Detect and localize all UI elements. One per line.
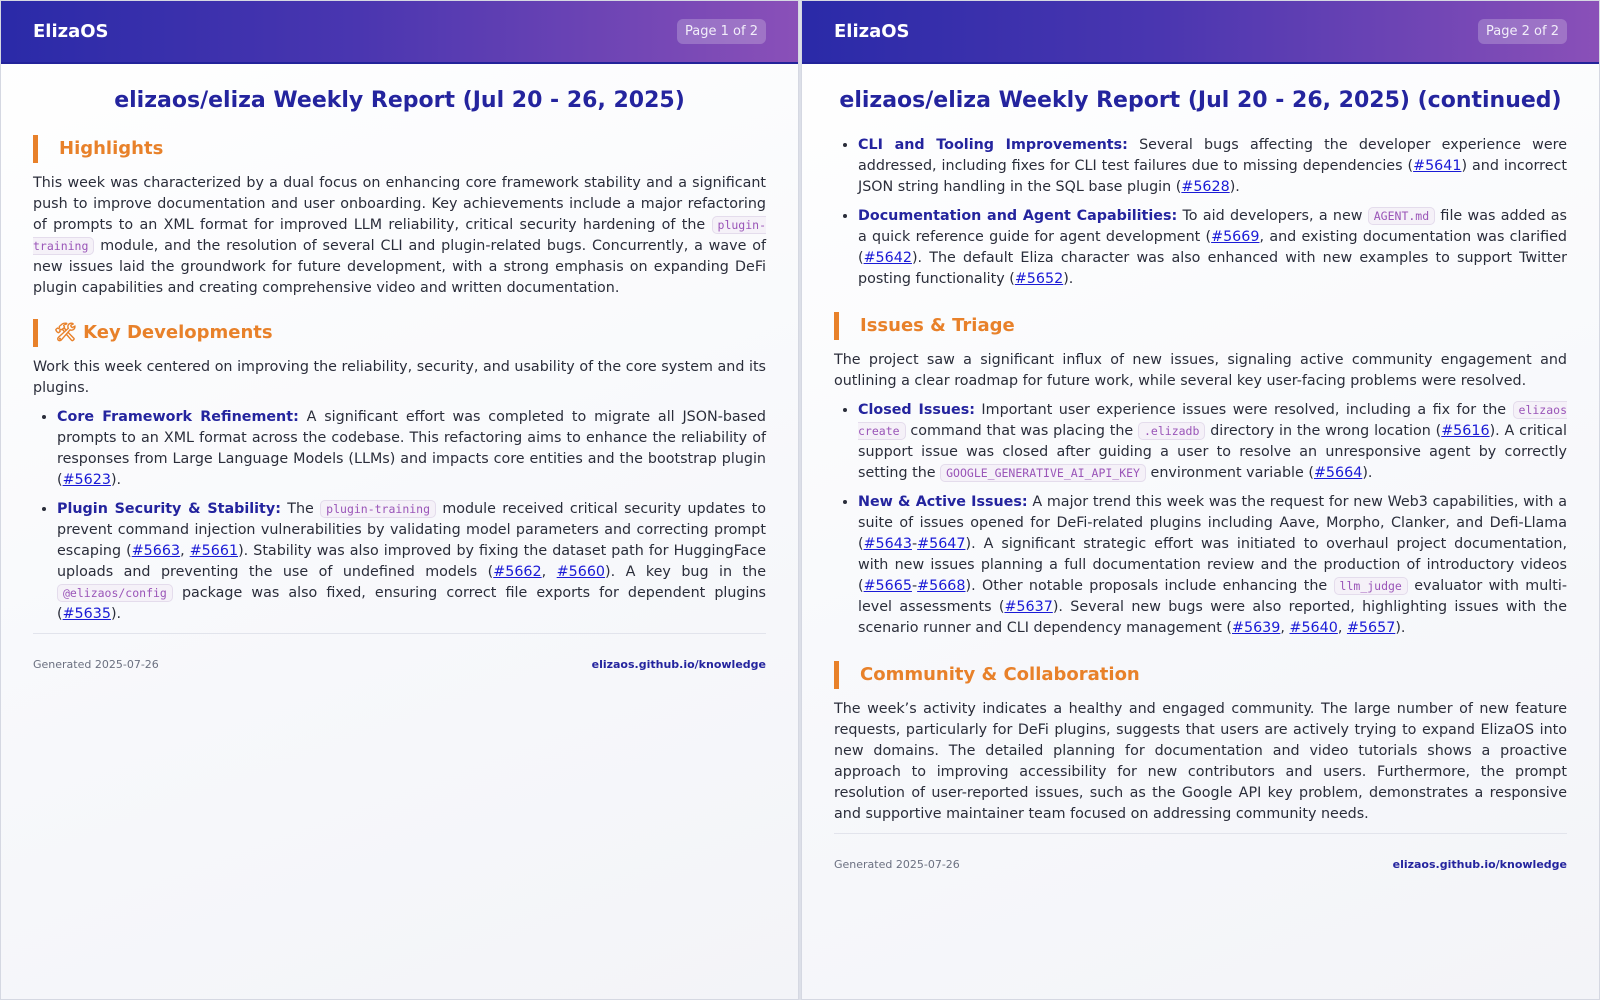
page-title: elizaos/eliza Weekly Report (Jul 20 - 26, 2025) [114, 88, 685, 113]
code-tag: plugin-training [320, 500, 436, 518]
list-item-plugin-security: • Plugin Security & Stability: The plugin-training module received critical security updates to prevent command injection vulnerabilities by validating model parameters and correcting prompt escaping (#5663, #5661). Stability was also improved by fixing the dataset path for HuggingFace uploads and preventing the use of undefined models (#5662, #5660). A key bug in the @elizaos/config package was also fixed, ensuring correct file exports for dependent plugins (#5635). [57, 499, 766, 625]
issue-link[interactable]: #5640 [1289, 620, 1338, 636]
footer-site-link[interactable]: elizaos.github.io/knowledge [1392, 858, 1567, 871]
generated-date: Generated 2025-07-26 [33, 658, 159, 671]
code-tag: @elizaos/config [57, 584, 173, 602]
generated-date: Generated 2025-07-26 [834, 858, 960, 871]
page-2 [801, 0, 1600, 1000]
issue-link[interactable]: #5669 [1211, 229, 1260, 245]
issue-link[interactable]: #5663 [131, 543, 181, 559]
code-tag: llm_judge [1334, 577, 1408, 595]
issue-link[interactable]: #5616 [1441, 423, 1490, 439]
page-content [1, 64, 798, 671]
highlights-paragraph: This week was characterized by a dual focus on enhancing core framework stability and a significant push to improve documentation and user onboarding. Key achievements include a major refactoring of prompts to an XML format for improved LLM reliability, critical security hardening of the plugin-training module, and the resolution of several CLI and plugin-related bugs. Concurrently, a wave of new issues laid the groundwork for future development, with a strong emphasis on expanding DeFi plugin capabilities and creating comprehensive video and written documentation. [33, 175, 766, 296]
page-1 [0, 0, 799, 1000]
issue-link[interactable]: #5657 [1346, 620, 1396, 636]
issue-link[interactable]: #5664 [1313, 465, 1363, 481]
section-heading-community: Community & Collaboration [834, 661, 1567, 689]
brand-logo: ElizaOS [834, 21, 910, 42]
list-item-core-framework: • Core Framework Refinement: A significant effort was completed to migrate all JSON-based prompts to an XML format across the codebase. This refactoring aims to enhance the reliability of responses from Large Language Models (LLMs) and impacts core entities and the bootstrap plugin (#5623). [57, 407, 766, 491]
code-tag: GOOGLE_GENERATIVE_AI_API_KEY [940, 464, 1146, 482]
key-developments-list [33, 407, 766, 625]
community-paragraph: The week’s activity indicates a healthy and engaged community. The large number of new feature requests, particularly for DeFi plugins, suggests that users are actively trying to expand ElizaOS into new domains. The detailed planning for documentation and video tutorials shows a proactive approach to improving accessibility for new contributors and users. Furthermore, the prompt resolution of user-reported issues, such as the Google API key problem, demonstrates a responsive and supportive maintainer team focused on addressing community needs. [834, 701, 1567, 822]
page-content [802, 64, 1599, 871]
tools-icon: 🛠 [54, 322, 77, 343]
brand-logo: ElizaOS [33, 21, 109, 42]
page-footer [834, 834, 1567, 871]
key-developments-list-continued [834, 135, 1567, 290]
issues-intro: The project saw a significant influx of new issues, signaling active community engagement and outlining a clear roadmap for future work, while several key user-facing problems were resolved. [834, 352, 1567, 389]
code-tag: plugin-training [33, 218, 766, 253]
page-header [802, 1, 1599, 64]
issue-link[interactable]: #5642 [863, 250, 912, 266]
section-heading-issues-triage: Issues & Triage [834, 312, 1567, 340]
issue-link[interactable]: #5647 [917, 536, 966, 552]
issue-link[interactable]: #5652 [1014, 271, 1064, 287]
issue-link[interactable]: #5635 [62, 606, 111, 622]
key-developments-intro: Work this week centered on improving the reliability, security, and usability of the core system and its plugins. [33, 359, 766, 396]
footer-site-link[interactable]: elizaos.github.io/knowledge [591, 658, 766, 671]
list-item-cli-tooling: • CLI and Tooling Improvements: Several bugs affecting the developer experience were addressed, including fixes for CLI test failures due to missing dependencies (#5641) and incorrect JSON string handling in the SQL base plugin (#5628). [858, 135, 1567, 198]
issue-link[interactable]: #5661 [189, 543, 239, 559]
issue-link[interactable]: #5637 [1004, 599, 1053, 615]
issue-link[interactable]: #5643 [863, 536, 912, 552]
issue-link[interactable]: #5639 [1232, 620, 1281, 636]
page-title: elizaos/eliza Weekly Report (Jul 20 - 26, 2025) (continued) [839, 88, 1562, 113]
issues-list [834, 400, 1567, 639]
page-number-badge: Page 1 of 2 [677, 19, 766, 44]
issue-link[interactable]: #5660 [556, 564, 606, 580]
page-header [1, 1, 798, 64]
section-heading-key-developments: 🛠 Key Developments [33, 319, 766, 347]
section-heading-highlights: Highlights [33, 135, 766, 163]
list-item-new-active-issues: • New & Active Issues: A major trend this week was the request for new Web3 capabilities, with a suite of issues opened for DeFi-related plugins including Aave, Morpho, Clanker, and Defi-Llama (#5643-#5647). A significant strategic effort was initiated to overhaul project documentation, with new issues planning a full documentation review and the production of introductory videos (#5665-#5668). Other notable proposals include enhancing the llm_judge evaluator with multi-level assessments (#5637). Several new bugs were also reported, highlighting issues with the scenario runner and CLI dependency management (#5639, #5640, #5657). [858, 492, 1567, 639]
issue-link[interactable]: #5662 [493, 564, 542, 580]
page-number-badge: Page 2 of 2 [1478, 19, 1567, 44]
page-footer [33, 634, 766, 671]
code-tag: AGENT.md [1368, 207, 1435, 225]
list-item-documentation: • Documentation and Agent Capabilities: To aid developers, a new AGENT.md file was added as a quick reference guide for agent development (#5669, and existing documentation was clarified (#5642). The default Eliza character was also enhanced with new examples to support Twitter posting functionality (#5652). [858, 206, 1567, 290]
issue-link[interactable]: #5665 [863, 578, 912, 594]
issue-link[interactable]: #5623 [62, 472, 111, 488]
code-tag: elizaos create [858, 403, 1567, 438]
code-tag: .elizadb [1138, 422, 1205, 440]
issue-link[interactable]: #5668 [917, 578, 966, 594]
list-item-closed-issues: • Closed Issues: Important user experience issues were resolved, including a fix for the elizaos create command that was placing the .elizadb directory in the wrong location (#5616). A critical support issue was closed after guiding a user to resolve an unresponsive agent by correctly setting the GOOGLE_GENERATIVE_AI_API_KEY environment variable (#5664). [858, 400, 1567, 484]
issue-link[interactable]: #5641 [1413, 158, 1462, 174]
issue-link[interactable]: #5628 [1181, 179, 1230, 195]
